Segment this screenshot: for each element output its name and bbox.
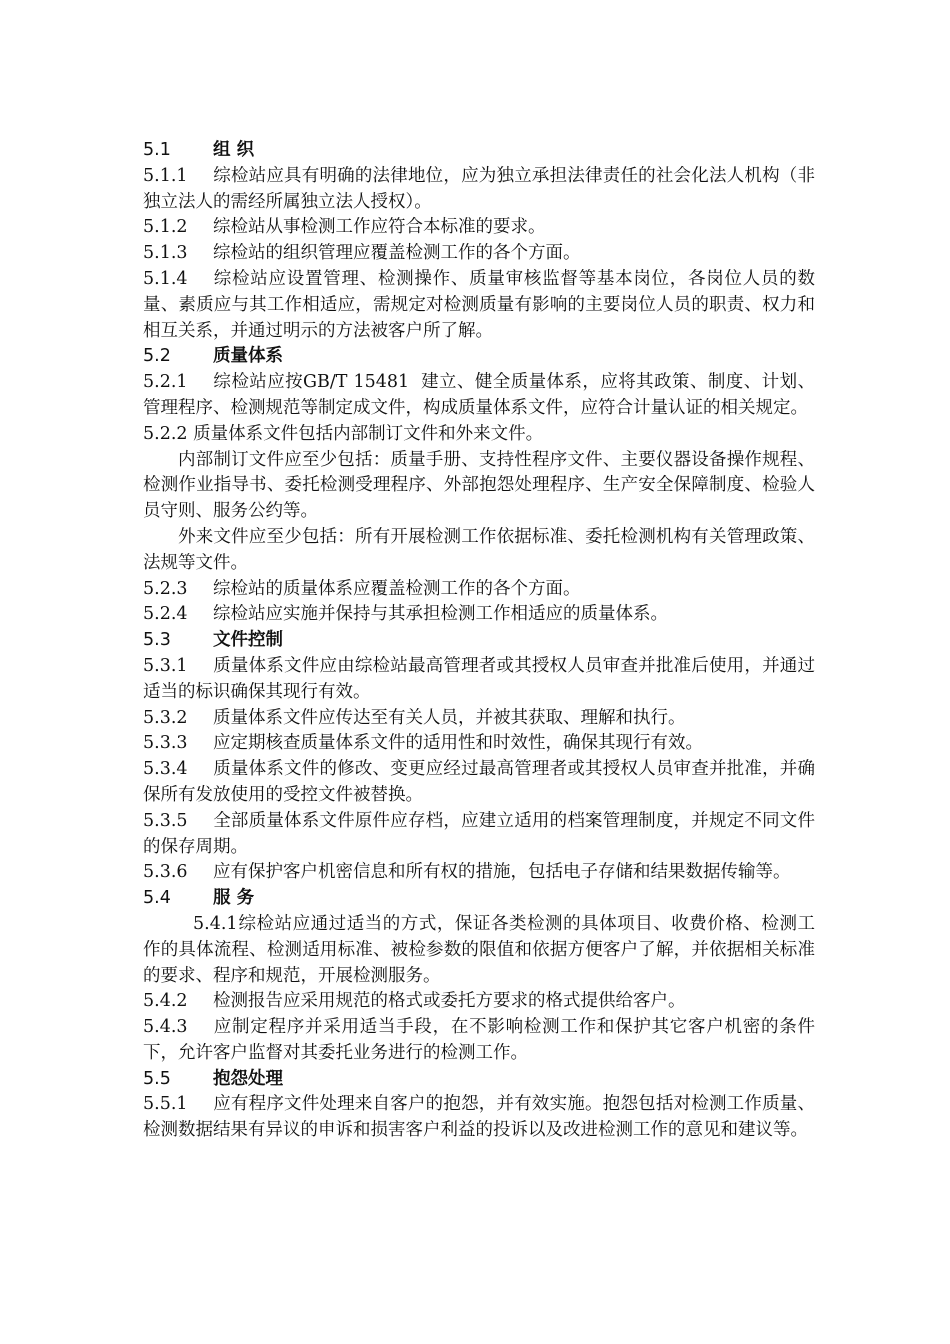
clause-5-3-6 (143, 860, 815, 886)
section-number: 5.2 (143, 346, 171, 367)
clause-5-4-1 (143, 912, 815, 989)
clause-text: 综检站的质量体系应覆盖检测工作的各个方面。 (213, 578, 581, 599)
clause-number: 5.4.3 (143, 1017, 188, 1038)
paragraph-external-docs: 外来文件应至少包括：所有开展检测工作依据标准、委托检测机构有关管理政策、法规等文件。 (143, 526, 815, 573)
clause-5-2-4 (143, 602, 815, 628)
section-title: 抱怨处理 (213, 1068, 283, 1089)
clause-number: 5.1.1 (143, 165, 188, 186)
clause-5-1-4 (143, 267, 815, 344)
section-heading-5-1 (143, 138, 815, 164)
clause-5-3-1 (143, 654, 815, 706)
section-number: 5.5 (143, 1068, 171, 1089)
clause-text: 质量体系文件应传达至有关人员，并被其获取、理解和执行。 (213, 707, 686, 728)
clause-text: 综检站应设置管理、检测操作、质量审核监督等基本岗位，各岗位人员的数量、素质应与其工作相适应，需规定对检测质量有影响的主要岗位人员的职责、权力和相互关系，并通过明示的方法被客户所了解。 (143, 268, 815, 341)
clause-text: 质量体系文件应由综检站最高管理者或其授权人员审查并批准后使用，并通过适当的标识确保其现行有效。 (143, 655, 815, 702)
section-heading-5-5 (143, 1067, 815, 1093)
clause-number: 5.3.1 (143, 655, 188, 676)
clause-text: 综检站应实施并保持与其承担检测工作相适应的质量体系。 (213, 604, 668, 625)
section-title: 质量体系 (213, 346, 283, 367)
clause-text: 综检站应具有明确的法律地位，应为独立承担法律责任的社会化法人机构（非独立法人的需经所属独立法人授权）。 (143, 165, 815, 212)
clause-5-4-3 (143, 1015, 815, 1067)
clause-text: 质量体系文件的修改、变更应经过最高管理者或其授权人员审查并批准，并确保所有发放使用的受控文件被替换。 (143, 759, 815, 805)
clause-number: 5.4.1 (193, 913, 238, 934)
section-number: 5.3 (143, 630, 171, 651)
clause-5-2-1 (143, 370, 815, 422)
clause-text: 综检站的组织管理应覆盖检测工作的各个方面。 (213, 243, 581, 264)
clause-5-2-2 (143, 422, 815, 448)
clause-5-3-3 (143, 731, 815, 757)
clause-number: 5.2.4 (143, 604, 188, 625)
clause-5-4-2 (143, 989, 815, 1015)
clause-text: 综检站应通过适当的方式，保证各类检测的具体项目、收费价格、检测工作的具体流程、检测适用标准、被检参数的限值和依据方便客户了解，并依据相关标准的要求、程序和规范，开展检测服务。 (143, 913, 815, 986)
clause-number: 5.2.3 (143, 578, 188, 599)
clause-number: 5.1.3 (143, 243, 188, 264)
clause-text: 应制定程序并采用适当手段，在不影响检测工作和保护其它客户机密的条件下，允许客户监督对其委托业务进行的检测工作。 (143, 1017, 815, 1063)
clause-number: 5.3.2 (143, 707, 188, 728)
clause-text: 检测报告应采用规范的格式或委托方要求的格式提供给客户。 (213, 991, 686, 1012)
clause-5-1-1 (143, 164, 815, 216)
clause-text: 质量体系文件包括内部制订文件和外来文件。 (193, 423, 544, 444)
clause-5-3-2 (143, 706, 815, 732)
clause-5-3-4 (143, 757, 815, 809)
clause-number: 5.5.1 (143, 1094, 188, 1115)
section-heading-5-4 (143, 886, 815, 912)
section-heading-5-3 (143, 628, 815, 654)
clause-text: 应有程序文件处理来自客户的抱怨，并有效实施。抱怨包括对检测工作质量、检测数据结果有异议的申诉和损害客户利益的投诉以及改进检测工作的意见和建议等。 (143, 1094, 815, 1141)
clause-5-2-3 (143, 577, 815, 603)
clause-text: 全部质量体系文件原件应存档，应建立适用的档案管理制度，并规定不同文件的保存周期。 (143, 810, 815, 857)
clause-5-1-3 (143, 241, 815, 267)
clause-number: 5.4.2 (143, 991, 188, 1012)
section-heading-5-2 (143, 344, 815, 370)
clause-number: 5.3.4 (143, 759, 188, 780)
clause-text: 综检站应按GB/T 15481 建立、健全质量体系，应将其政策、制度、计划、管理程序、检测规范等制定成文件，构成质量体系文件，应符合计量认证的相关规定。 (143, 372, 815, 418)
paragraph-internal-docs: 内部制订文件应至少包括：质量手册、支持性程序文件、主要仪器设备操作规程、检测作业指导书、委托检测受理程序、外部抱怨处理程序、生产安全保障制度、检验人员守则、服务公约等。 (143, 449, 815, 522)
clause-5-5-1 (143, 1092, 815, 1144)
clause-text: 应有保护客户机密信息和所有权的措施，包括电子存储和结果数据传输等。 (213, 862, 791, 883)
section-title: 文件控制 (213, 630, 283, 651)
clause-number: 5.3.5 (143, 810, 188, 831)
clause-number: 5.2.1 (143, 372, 188, 393)
section-number: 5.1 (143, 140, 171, 160)
section-title: 服 务 (213, 888, 255, 909)
document-page (143, 138, 815, 1144)
clause-5-3-5 (143, 809, 815, 861)
clause-text: 综检站从事检测工作应符合本标准的要求。 (213, 217, 546, 238)
clause-number: 5.2.2 (143, 423, 188, 444)
clause-number: 5.1.4 (143, 268, 188, 289)
clause-5-1-2 (143, 215, 815, 241)
section-title: 组 织 (213, 140, 255, 160)
clause-text: 应定期核查质量体系文件的适用性和时效性，确保其现行有效。 (213, 733, 703, 754)
clause-number: 5.3.3 (143, 733, 188, 754)
clause-number: 5.3.6 (143, 862, 188, 883)
section-number: 5.4 (143, 888, 171, 909)
clause-number: 5.1.2 (143, 217, 188, 238)
